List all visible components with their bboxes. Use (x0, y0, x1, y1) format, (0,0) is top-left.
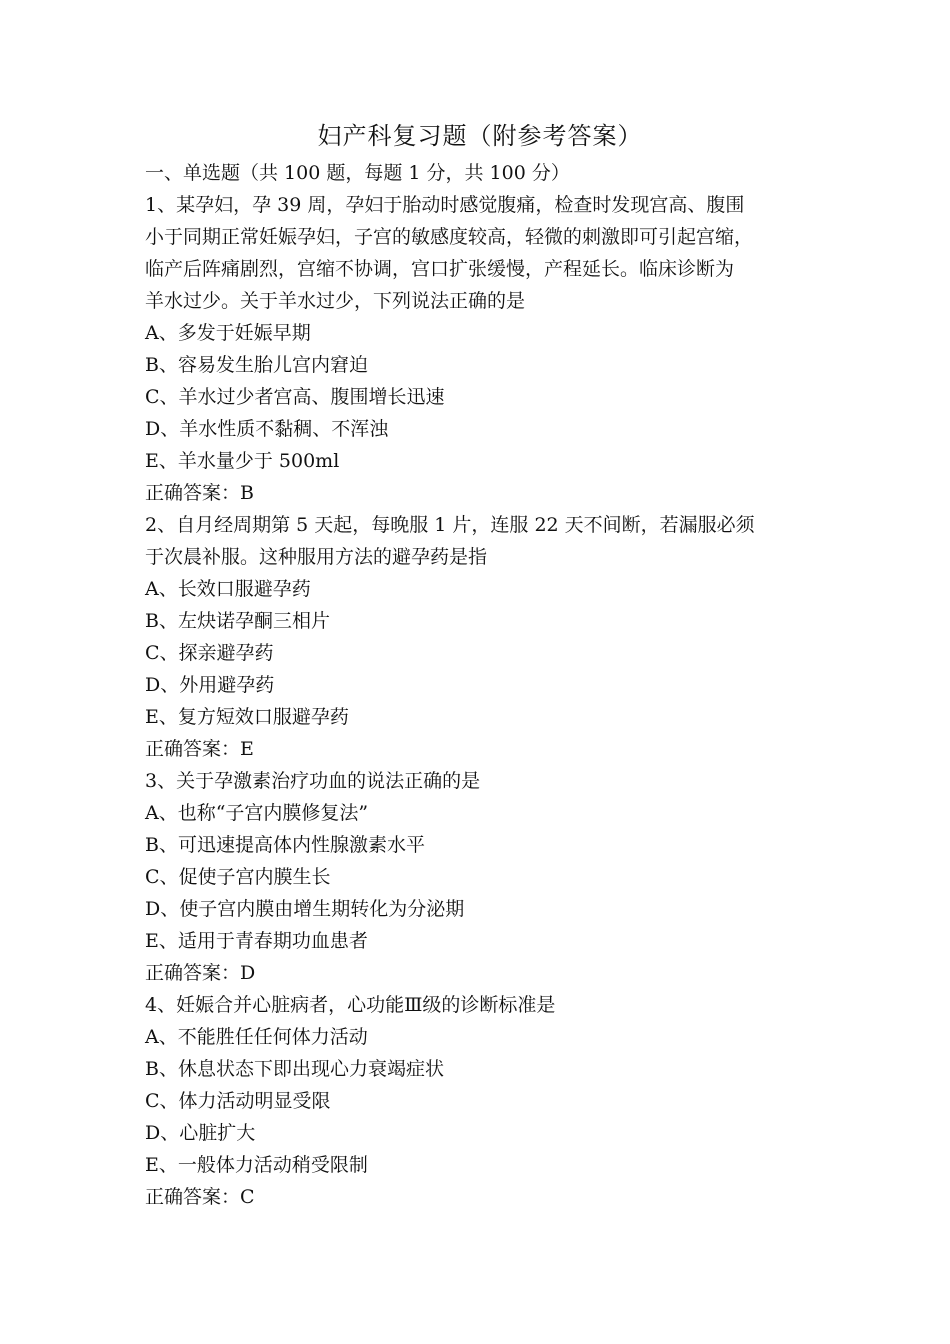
option-c: C、探亲避孕药 (145, 642, 274, 664)
document-title: 妇产科复习题（附参考答案） (317, 122, 643, 150)
option-b: B、可迅速提高体内性腺激素水平 (145, 834, 425, 856)
question-3 (145, 765, 815, 989)
option-e: E、复方短效口服避孕药 (145, 706, 349, 728)
option-a: A、长效口服避孕药 (145, 578, 311, 600)
question-text-line: 于次晨补服。这种服用方法的避孕药是指 (145, 546, 488, 568)
question-text-line: 羊水过少。关于羊水过少，下列说法正确的是 (145, 290, 526, 312)
question-2 (145, 509, 815, 765)
question-text-line: 小于同期正常妊娠孕妇，子宫的敏感度较高，轻微的刺激即可引起宫缩， (145, 226, 754, 248)
option-b: B、容易发生胎儿宫内窘迫 (145, 354, 368, 376)
option-a: A、也称“子宫内膜修复法” (145, 802, 369, 824)
document-page (145, 116, 815, 1213)
correct-answer: 正确答案：C (145, 1186, 255, 1208)
option-d: D、外用避孕药 (145, 674, 275, 696)
option-c: C、促使子宫内膜生长 (145, 866, 331, 888)
option-c: C、体力活动明显受限 (145, 1090, 331, 1112)
option-a: A、多发于妊娠早期 (145, 322, 311, 344)
option-e: E、适用于青春期功血患者 (145, 930, 368, 952)
option-a: A、不能胜任任何体力活动 (145, 1026, 368, 1048)
question-text-line: 2、自月经周期第 5 天起，每晚服 1 片，连服 22 天不间断，若漏服必须 (145, 514, 755, 536)
question-1 (145, 189, 815, 509)
question-text-line: 1、某孕妇，孕 39 周，孕妇于胎动时感觉腹痛，检查时发现宫高、腹围 (145, 194, 745, 216)
option-d: D、使子宫内膜由增生期转化为分泌期 (145, 898, 465, 920)
correct-answer: 正确答案：E (145, 738, 254, 760)
option-b: B、左炔诺孕酮三相片 (145, 610, 330, 632)
question-text-line: 临产后阵痛剧烈，宫缩不协调，宫口扩张缓慢，产程延长。临床诊断为 (145, 258, 735, 280)
correct-answer: 正确答案：D (145, 962, 256, 984)
question-text-line: 3、关于孕激素治疗功血的说法正确的是 (145, 770, 481, 792)
option-d: D、羊水性质不黏稠、不浑浊 (145, 418, 389, 440)
option-c: C、羊水过少者宫高、腹围增长迅速 (145, 386, 445, 408)
correct-answer: 正确答案：B (145, 482, 254, 504)
option-e: E、羊水量少于 500ml (145, 450, 340, 472)
question-4 (145, 989, 815, 1213)
option-d: D、心脏扩大 (145, 1122, 256, 1144)
option-e: E、一般体力活动稍受限制 (145, 1154, 368, 1176)
section-heading: 一、单选题（共 100 题，每题 1 分，共 100 分） (145, 162, 570, 184)
question-text-line: 4、妊娠合并心脏病者，心功能Ⅲ级的诊断标准是 (145, 994, 556, 1016)
option-b: B、休息状态下即出现心力衰竭症状 (145, 1058, 444, 1080)
